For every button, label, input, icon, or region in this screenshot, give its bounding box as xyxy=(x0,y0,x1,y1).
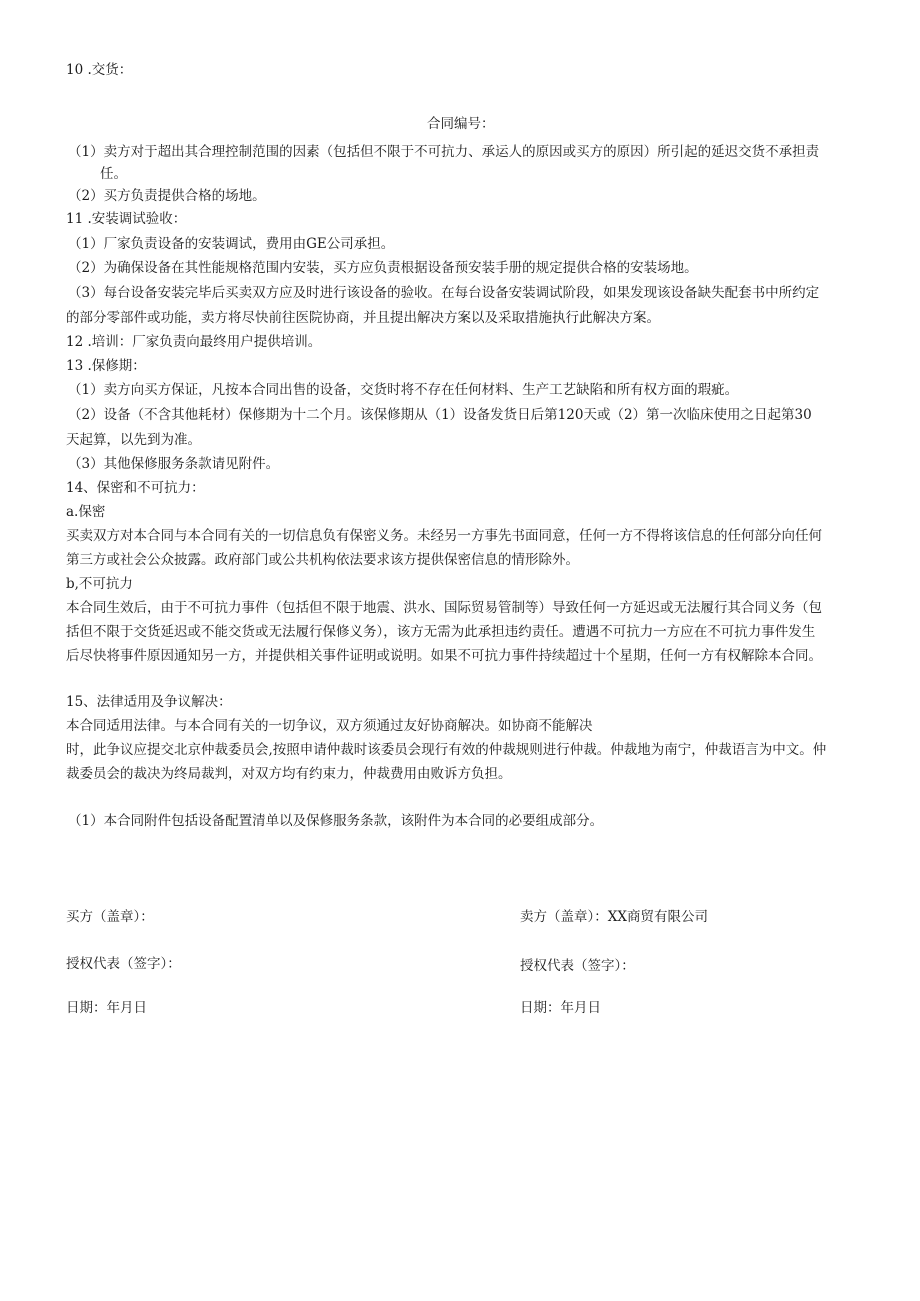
s10-item-1: （1）卖方对于超出其合理控制范围的因素（包括但不限于不可抗力、承运人的原因或买方的原因）所引起的延迟交货不承担责 xyxy=(68,144,820,160)
s14-b-title: b,不可抗力 xyxy=(66,576,133,592)
section-14-heading: 14、保密和不可抗力： xyxy=(66,480,205,496)
s13-item-3: （3）其他保修服务条款请见附件。 xyxy=(68,456,280,472)
s14-b-line-3: 后尽快将事件原因通知另一方，并提供相关事件证明或说明。如果不可抗力事件持续超过十个星期，任何一方有权解除本合同。 xyxy=(66,648,822,664)
s13-item-2: （2）设备（不含其他耗材）保修期为十二个月。该保修期从（1）设备发货日后第120天或（2）第一次临床使用之日起第30 xyxy=(68,407,812,423)
seller-date: 日期：年月日 xyxy=(520,1000,601,1016)
buyer-date: 日期：年月日 xyxy=(66,1000,147,1016)
seller-rep: 授权代表（签字）： xyxy=(520,958,635,974)
section-15-heading: 15、法律适用及争议解决： xyxy=(66,694,232,710)
s15-line-1: 本合同适用法律。与本合同有关的一切争议，双方须通过友好协商解决。如协商不能解决 xyxy=(66,718,593,734)
section-13-heading: 13 .保修期： xyxy=(66,358,146,374)
section-10-heading: 10 .交货： xyxy=(66,62,133,78)
buyer-rep: 授权代表（签字）： xyxy=(66,956,181,972)
section-12-heading: 12 .培训：厂家负责向最终用户提供培训。 xyxy=(66,334,322,350)
s14-b-line-2: 括但不限于交货延迟或不能交货或无法履行保修义务），该方无需为此承担违约责任。遭遇不可抗力一方应在不可抗力事件发生 xyxy=(66,624,816,640)
s11-item-2: （2）为确保设备在其性能规格范围内安装，买方应负责根据设备预安装手册的规定提供合格的安装场地。 xyxy=(68,260,698,276)
s15-line-3: 裁委员会的裁决为终局裁判，对双方均有约束力，仲裁费用由败诉方负担。 xyxy=(66,766,512,782)
buyer-seal: 买方（盖章）： xyxy=(66,909,154,925)
s15-annex: （1）本合同附件包括设备配置清单以及保修服务条款，该附件为本合同的必要组成部分。 xyxy=(68,813,604,829)
contract-number-label: 合同编号： xyxy=(427,116,495,132)
s14-a-title: a.保密 xyxy=(66,504,106,520)
section-11-heading: 11 .安装调试验收： xyxy=(66,211,187,227)
s13-item-2-cont: 天起算，以先到为准。 xyxy=(66,432,201,448)
s15-line-2: 时，此争议应提交北京仲裁委员会,按照申请仲裁时该委员会现行有效的仲裁规则进行仲裁。仲裁地为南宁，仲裁语言为中文。仲 xyxy=(66,742,827,758)
s10-item-2: （2）买方负责提供合格的场地。 xyxy=(68,188,266,204)
s14-a-line-2: 第三方或社会公众披露。政府部门或公共机构依法要求该方提供保密信息的情形除外。 xyxy=(66,552,579,568)
seller-seal: 卖方（盖章）：XX商贸有限公司 xyxy=(520,909,708,925)
s10-item-1-cont: 任。 xyxy=(100,166,127,182)
s13-item-1: （1）卖方向买方保证，凡按本合同出售的设备，交货时将不存在任何材料、生产工艺缺陷和所有权方面的瑕疵。 xyxy=(68,382,739,398)
s14-b-line-1: 本合同生效后，由于不可抗力事件（包括但不限于地震、洪水、国际贸易管制等）导致任何一方延迟或无法履行其合同义务（包 xyxy=(66,600,822,616)
s11-item-3-cont: 的部分零部件或功能，卖方将尽快前往医院协商，并且提出解决方案以及采取措施执行此解决方案。 xyxy=(66,310,660,326)
s11-item-3: （3）每台设备安装完毕后买卖双方应及时进行该设备的验收。在每台设备安装调试阶段，如果发现该设备缺失配套书中所约定 xyxy=(68,285,820,301)
s11-item-1: （1）厂家负责设备的安装调试，费用由GE公司承担。 xyxy=(68,236,395,252)
s14-a-line-1: 买卖双方对本合同与本合同有关的一切信息负有保密义务。未经另一方事先书面同意，任何一方不得将该信息的任何部分向任何 xyxy=(66,528,822,544)
